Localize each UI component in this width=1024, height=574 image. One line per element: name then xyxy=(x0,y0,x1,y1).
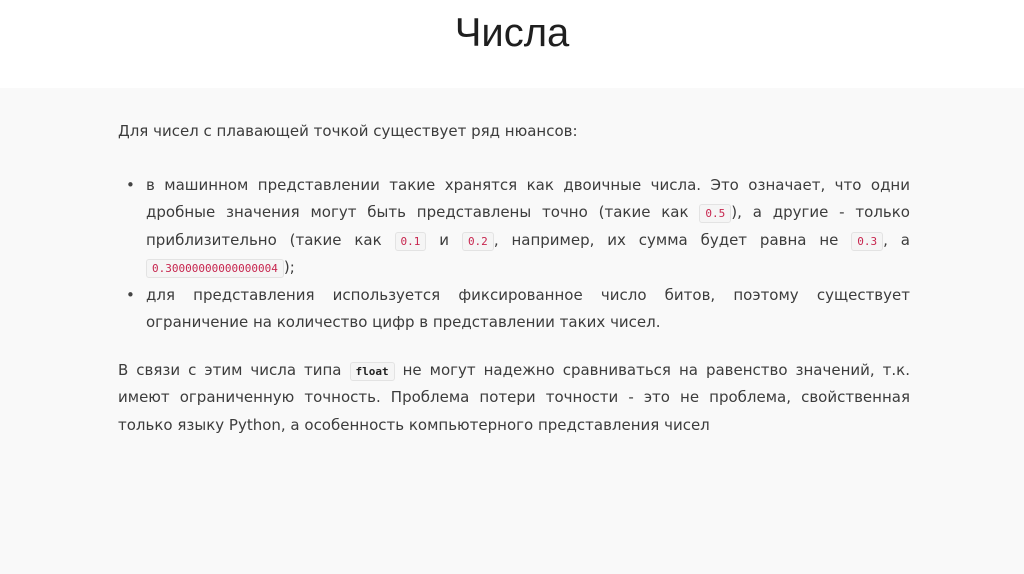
bullet-icon: • xyxy=(126,175,135,194)
inline-code: 0.30000000000000004 xyxy=(146,259,284,278)
bullet-text: , а xyxy=(883,230,910,249)
closing-text: В связи с этим числа типа xyxy=(118,360,350,379)
bullet-text: ), а другие - только приблизительно (такие как xyxy=(146,203,910,249)
bullet-icon: • xyxy=(126,285,135,304)
inline-code: 0.5 xyxy=(699,204,731,223)
inline-code: 0.1 xyxy=(395,232,427,251)
bullet-text: в машинном представлении такие хранятся как двоичные числа. Это означает, что одни дробные значения могут быть представлены точно (такие как xyxy=(146,175,910,221)
bullet-text: и xyxy=(426,230,462,249)
nuances-list xyxy=(118,172,910,337)
list-item xyxy=(118,282,910,337)
inline-code-float: float xyxy=(350,362,395,381)
inline-code: 0.3 xyxy=(851,232,883,251)
bullet-text: , например, их сумма будет равна не xyxy=(493,230,852,249)
closing-paragraph xyxy=(118,357,910,440)
slide-title: Числа xyxy=(454,11,570,55)
inline-code: 0.2 xyxy=(462,232,494,251)
bullet-text: для представления используется фиксированное число битов, поэтому существует ограничение на количество цифр в представлении таких чисел. xyxy=(146,285,910,331)
intro-paragraph: Для чисел с плавающей точкой существует ряд нюансов: xyxy=(118,122,578,140)
document-content xyxy=(118,118,910,439)
bullet-text: ); xyxy=(283,258,295,276)
list-item xyxy=(118,172,910,282)
closing-text: не могут надежно сравниваться на равенство значений, т.к. имеют ограниченную точность. Проблема потери точности - это не проблема, свойственная только языку Python, а особенность компьютерного представления чисел xyxy=(118,360,910,434)
